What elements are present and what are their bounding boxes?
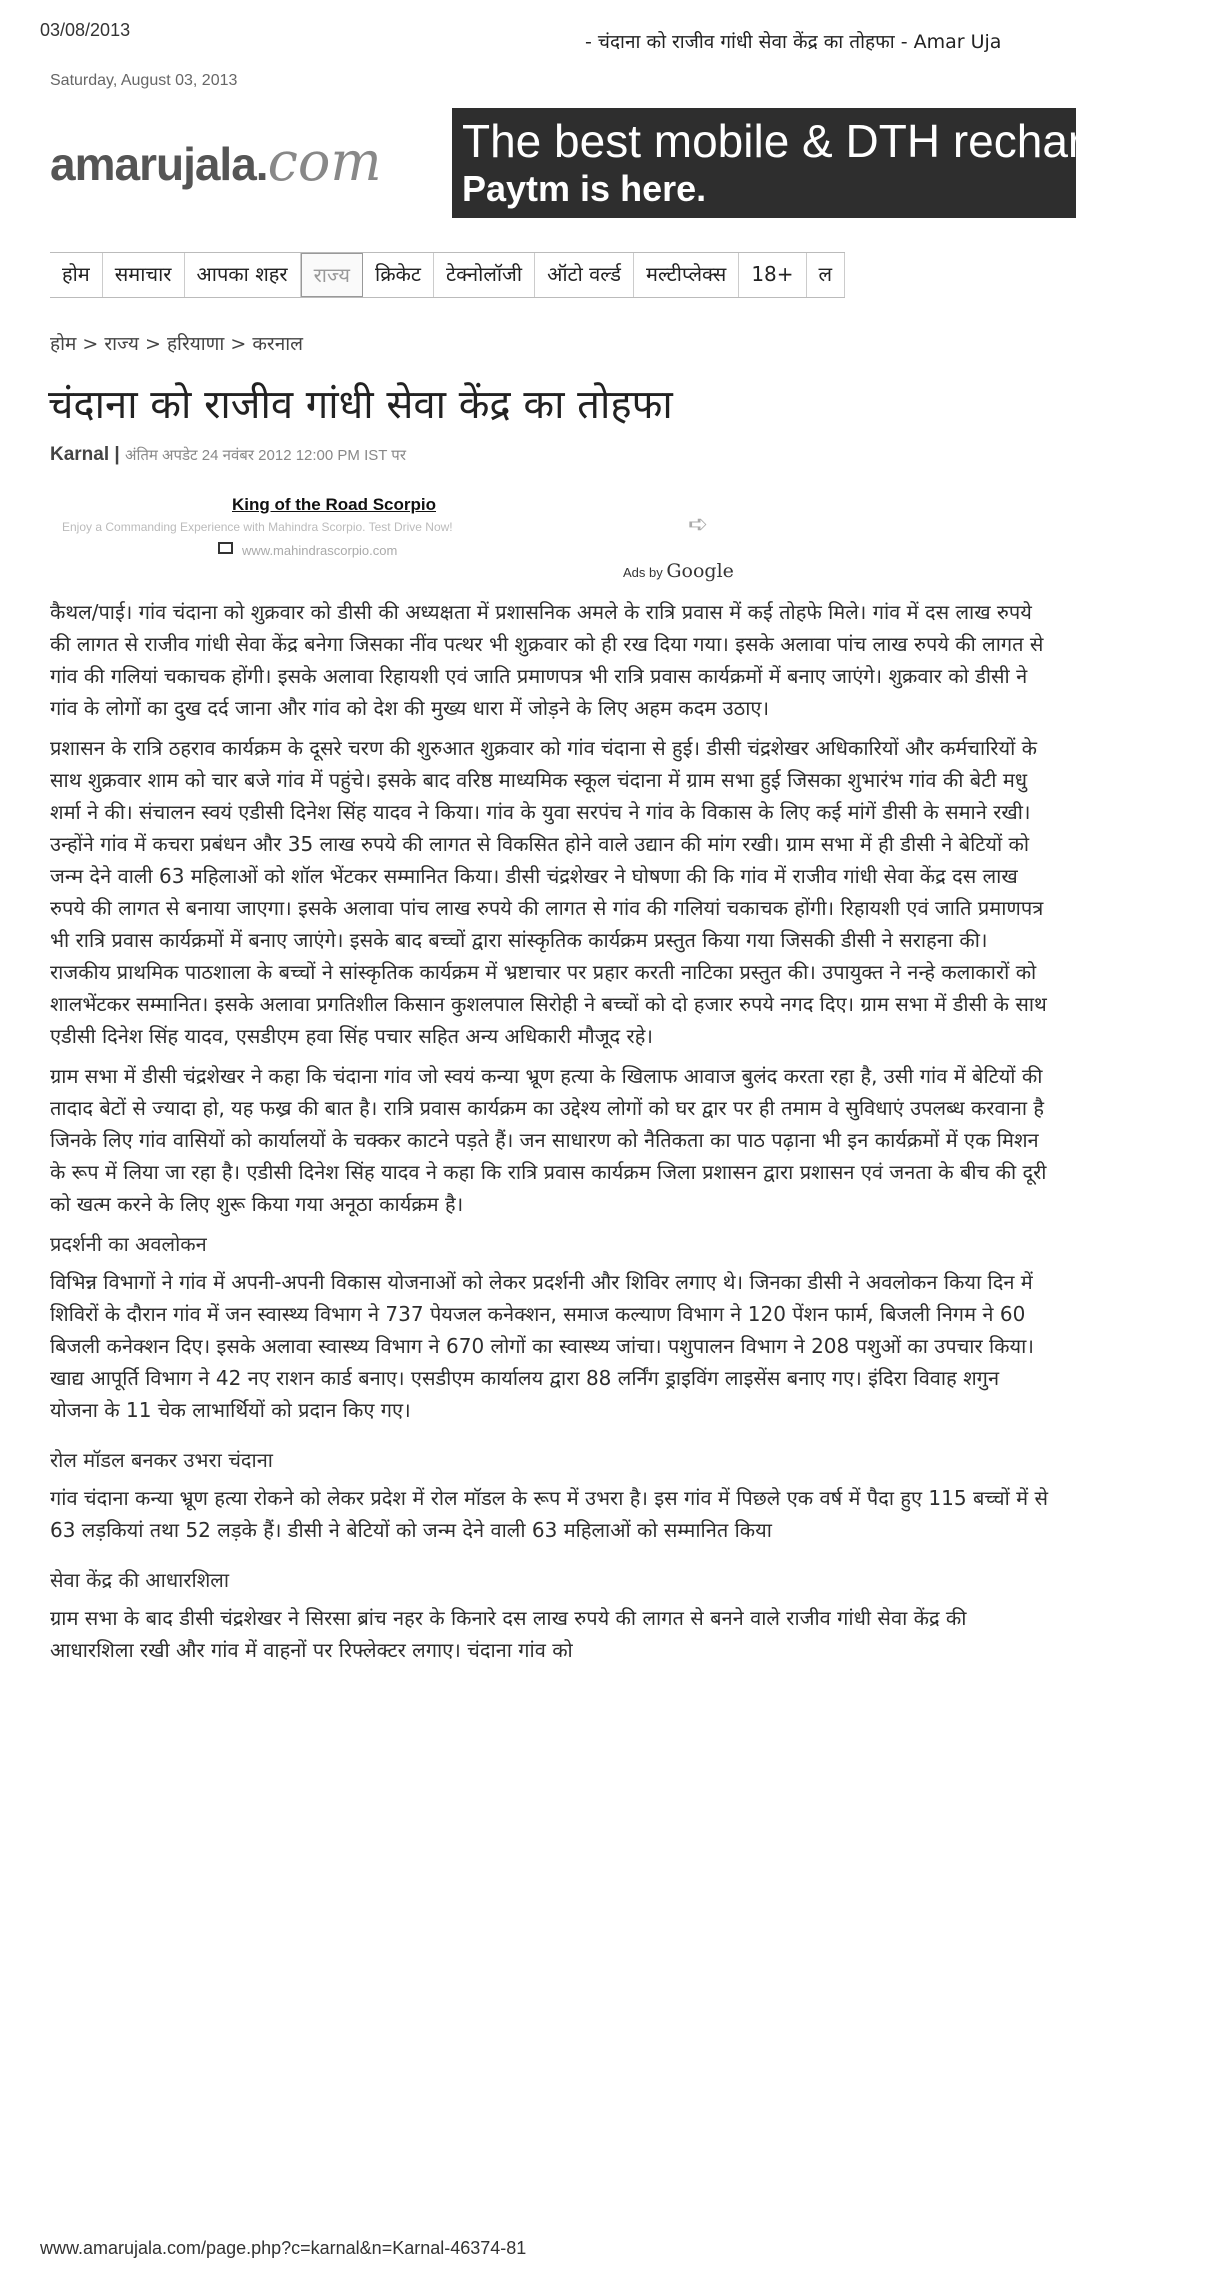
ads-by-google[interactable]: [623, 560, 734, 582]
arrow-right-icon[interactable]: ➪: [688, 510, 709, 538]
article-body: [50, 596, 1050, 1674]
article-paragraph: ग्राम सभा के बाद डीसी चंद्रशेखर ने सिरसा ब्रांच नहर के किनारे दस लाख रुपये की लागत से बनने वाले राजीव गांधी सेवा केंद्र की आधारशिला रखी और गांव में वाहनों पर रिफ्लेक्टर लगाए। चंदाना गांव को: [50, 1606, 967, 1662]
section-heading: प्रदर्शनी का अवलोकन: [50, 1232, 207, 1256]
ad-link-icon: [218, 542, 233, 554]
nav-item-your-city[interactable]: आपका शहर: [185, 253, 301, 297]
main-nav: [50, 252, 845, 298]
article-updated: अंतिम अपडेट 24 नवंबर 2012 12:00 PM IST पर: [125, 447, 406, 464]
nav-item-more[interactable]: ल: [807, 253, 846, 297]
site-date: Saturday, August 03, 2013: [50, 72, 238, 89]
breadcrumb[interactable]: होम > राज्य > हरियाणा > करनाल: [50, 333, 304, 355]
nav-item-18plus[interactable]: 18+: [739, 253, 806, 297]
nav-item-home[interactable]: होम: [50, 253, 103, 297]
article-paragraph: गांव चंदाना कन्या भ्रूण हत्या रोकने को लेकर प्रदेश में रोल मॉडल के रूप में उभरा है। इस गांव में पिछले एक वर्ष में पैदा हुए 115 बच्चों में से 63 लड़कियां तथा 52 लड़के हैं। डीसी ने बेटियों को जन्म देने वाली 63 महिलाओं को सम्मानित किया: [50, 1486, 1048, 1542]
print-page-title: - चंदाना को राजीव गांधी सेवा केंद्र का तोहफा - Amar Uja: [585, 31, 1002, 53]
print-date: 03/08/2013: [40, 20, 131, 40]
ad-url[interactable]: www.mahindrascorpio.com: [242, 543, 398, 558]
print-url-footer: www.amarujala.com/page.php?c=karnal&n=Karnal-46374-81: [40, 2238, 527, 2258]
article-byline: [50, 444, 406, 466]
article-paragraph: विभिन्न विभागों ने गांव में अपनी-अपनी विकास योजनाओं को लेकर प्रदर्शनी और शिविर लगाए थे। जिनका डीसी ने अवलोकन किया दिन में शिविरों के दौरान गांव में जन स्वास्थ्य विभाग ने 737 पेयजल कनेक्शन, समाज कल्याण विभाग ने 120 पेंशन फार्म, बिजली निगम ने 60 बिजली कनेक्शन दिए। इसके अलावा स्वास्थ्य विभाग ने 670 लोगों का स्वास्थ्य जांचा। पशुपालन विभाग ने 208 पशुओं का उपचार किया। खाद्य आपूर्ति विभाग ने 42 नए राशन कार्ड बनाए। एसडीएम कार्यालय द्वारा 88 लर्निंग ड्राइविंग लाइसेंस बनाए गए। इंदिरा विवाह शगुन योजना के 11 चेक लाभार्थियों को प्रदान किए गए।: [50, 1270, 1034, 1422]
ad-banner[interactable]: [452, 108, 1221, 218]
ad-title-link[interactable]: King of the Road Scorpio: [232, 495, 436, 514]
article-paragraph: प्रशासन के रात्रि ठहराव कार्यक्रम के दूसरे चरण की शुरुआत शुक्रवार को गांव चंदाना से हुई। डीसी चंद्रशेखर अधिकारियों और कर्मचारियों के साथ शुक्रवार शाम को चार बजे गांव में पहुंचे। इसके बाद वरिष्ठ माध्यमिक स्कूल चंदाना में ग्राम सभा हुई जिसका शुभारंभ गांव की बेटी मधु शर्मा ने की। संचालन स्वयं एडीसी दिनेश सिंह यादव ने किया। गांव के युवा सरपंच ने गांव के विकास के लिए कई मांगें डीसी के समाने रखी। उन्होंने गांव में कचरा प्रबंधन और 35 लाख रुपये की लागत से विकसित होने वाले उद्यान की मांग रखी। ग्राम सभा में ही डीसी ने बेटियों को जन्म देने वाली 63 महिलाओं को शॉल भेंटकर सम्मानित किया। डीसी चंद्रशेखर ने घोषणा की कि गांव में राजीव गांधी सेवा केंद्र दस लाख रुपये की लागत से बनाया जाएगा। इसके अलावा पांच लाख रुपये की लागत से गांव की गलियां चकाचक होंगी। रिहायशी एवं जाति प्रमाणपत्र भी रात्रि प्रवास कार्यक्रमों में बनाए जाएंगे। इसके बाद बच्चों द्वारा सांस्कृतिक कार्यक्रम प्रस्तुत किया गया जिसकी डीसी ने सराहना की। राजकीय प्राथमिक पाठशाला के बच्चों ने सांस्कृतिक कार्यक्रम में भ्रष्टाचार पर प्रहार करती नाटिका प्रस्तुत की। उपायुक्त ने नन्हे कलाकारों को शालभेंटकर सम्मानित। इसके अलावा प्रगतिशील किसान कुशलपाल सिरोही ने बच्चों को दो हजार रुपये नगद दिए। ग्राम सभा में डीसी के साथ एडीसी दिनेश सिंह यादव, एसडीएम हवा सिंह पचार सहित अन्य अधिकारी मौजूद रहे।: [50, 736, 1047, 1048]
article-paragraph: ग्राम सभा में डीसी चंद्रशेखर ने कहा कि चंदाना गांव जो स्वयं कन्या भ्रूण हत्या के खिलाफ आवाज बुलंद करता रहा है, उसी गांव में बेटियों की तादाद बेटों से ज्यादा हो, यह फख्र की बात है। रात्रि प्रवास कार्यक्रम का उद्देश्य लोगों को घर द्वार पर ही तमाम वे सुविधाएं उपलब्ध करवाना है जिनके लिए गांव वासियों को कार्यालयों के चक्कर काटने पड़ते हैं। जन साधारण को नैतिकता का पाठ पढ़ाना भी इन कार्यक्रमों में एक मिशन के रूप में लिया जा रहा है। एडीसी दिनेश सिंह यादव ने कहा कि रात्रि प्रवास कार्यक्रम जिला प्रशासन द्वारा प्रशासन एवं जनता के बीच की दूरी को खत्म करने के लिए शुरू किया गया अनूठा कार्यक्रम है।: [50, 1064, 1047, 1216]
google-label: Google: [666, 560, 734, 582]
site-logo[interactable]: [50, 130, 382, 193]
section-heading: रोल मॉडल बनकर उभरा चंदाना: [50, 1448, 273, 1472]
article-location: Karnal |: [50, 444, 120, 465]
nav-item-cricket[interactable]: क्रिकेट: [363, 253, 434, 297]
banner-line-2: Paytm is here.: [462, 168, 707, 209]
banner-line-1: The best mobile & DTH recharge exp: [462, 115, 1221, 167]
logo-name: amarujala.: [50, 138, 268, 190]
section-heading: सेवा केंद्र की आधारशिला: [50, 1568, 230, 1592]
article-paragraph: कैथल/पाई। गांव चंदाना को शुक्रवार को डीसी की अध्यक्षता में प्रशासनिक अमले के रात्रि प्रवास में कई तोहफे मिले। गांव में दस लाख रुपये की लागत से राजीव गांधी सेवा केंद्र बनेगा जिसका नींव पत्थर भी शुक्रवार को ही रख दिया गया। इसके अलावा पांच लाख रुपये की लागत से गांव की गलियां चकाचक होंगी। इसके अलावा रिहायशी एवं जाति प्रमाणपत्र भी रात्रि प्रवास कार्यक्रमों में बनाए जाएंगे। शुक्रवार को डीसी ने गांव के लोगों का दुख दर्द जाना और गांव को देश की मुख्य धारा में जोड़ने के लिए अहम कदम उठाए।: [50, 600, 1044, 720]
ad-description: Enjoy a Commanding Experience with Mahindra Scorpio. Test Drive Now!: [62, 520, 453, 534]
nav-item-multiplex[interactable]: मल्टीप्लेक्स: [634, 253, 739, 297]
nav-item-technology[interactable]: टेक्नोलॉजी: [434, 253, 535, 297]
ads-by-label: Ads by: [623, 565, 663, 580]
article-headline: चंदाना को राजीव गांधी सेवा केंद्र का तोहफा: [48, 382, 673, 428]
logo-com: com: [267, 130, 382, 193]
nav-item-auto-world[interactable]: ऑटो वर्ल्ड: [535, 253, 634, 297]
nav-item-state[interactable]: राज्य: [301, 253, 363, 297]
nav-item-news[interactable]: समाचार: [103, 253, 185, 297]
